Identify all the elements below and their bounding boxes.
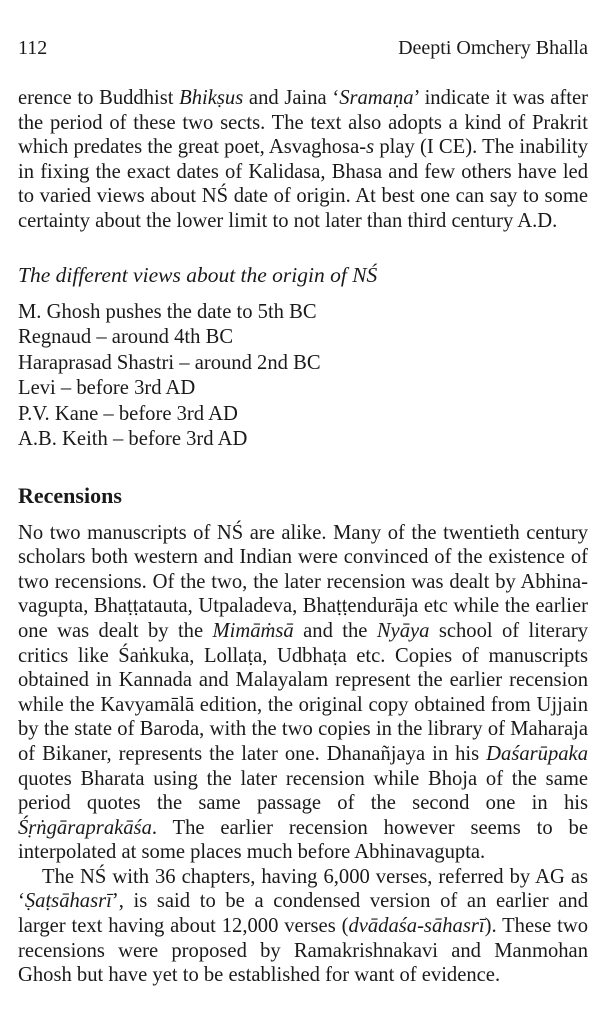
list-item: Levi – before 3rd AD (18, 377, 196, 400)
italic-term: Bhikṣus (179, 87, 244, 109)
italic-term: Daśarūpaka (486, 742, 588, 765)
text-run: ’ indicate it was after the period of these two sects. The text also adopts a kind of Prakrit which predates the great poet, Asvaghosa- (18, 87, 589, 159)
text-run: school of literary critics like Śaṅkuka, Lollaṭa, Udbhaṭa etc. Copies of manuscripts obtained in Kannada and Malayalam represent the earlier recension while the Kavyamālā edition, the original copy obtained from Ujjain by the state of Baroda, with the two copies in the library of Maharaja of Bikaner, represents the later one. Dhanañjaya in his (18, 619, 588, 765)
views-list (18, 300, 588, 453)
list-item: M. Ghosh pushes the date to 5th BC (18, 300, 317, 323)
intro-paragraph (18, 86, 588, 234)
list-item: Haraprasad Shastri – around 2nd BC (18, 351, 321, 374)
italic-term: Nyāya (376, 619, 430, 642)
text-run: play (I CE). The inability in fixing the exact dates of Kalidasa, Bhasa and few others have led to varied views about NŚ date of origin. At best one can say to some certainty about the lower limit to not later than third century A.D. (18, 136, 588, 232)
italic-term: dvādaśa-sāhasrī (348, 915, 485, 938)
page-number: 112 (18, 37, 48, 59)
list-item: P.V. Kane – before 3rd AD (18, 402, 238, 425)
text-run: and the (293, 619, 377, 642)
text-run: erence to Buddhist (18, 87, 180, 109)
italic-term: s (366, 136, 375, 159)
text-run: and Jaina ‘ (243, 87, 340, 109)
text-run: ). These two recensions were proposed by Ramakrishnakavi and Manmohan Ghosh but have yet to be established for want of evidence. (18, 915, 589, 987)
italic-term: Ṣaṭsāhasrī (24, 890, 112, 913)
italic-term: Śṛṅgāraprakāśa (18, 816, 152, 839)
views-subheading: The different views about the origin of NŚ (18, 262, 378, 287)
recensions-paragraph-1 (18, 521, 588, 865)
italic-term: Sramaṇa (339, 87, 414, 109)
text-run: ’, is said to be a condensed version of an earlier and larger text having about 12,000 verses ( (18, 890, 588, 938)
text-run: . The earlier recension however seems to be interpolated at some places much before Abhinavagupta. (18, 816, 588, 864)
text-run: quotes Bharata using the later recension while Bhoja of the same period quotes the same passage of the second one in his (18, 767, 588, 815)
italic-term: Mimāṁsā (212, 619, 294, 642)
running-head: Deepti Omchery Bhalla (398, 37, 588, 59)
list-item: Regnaud – around 4th BC (18, 326, 234, 349)
text-run: No two manuscripts of NŚ are alike. Many of the twentieth century scholars both western and Indian were convinced of the existence of two recensions. Of the two, the later recension was dealt by Abhina-vagupta, Bhaṭṭatauta, Utpaladeva, Bhaṭṭendurāja etc while the earlier one was dealt by the (18, 521, 588, 642)
recensions-paragraph-2 (18, 865, 588, 988)
recensions-heading: Recensions (18, 482, 122, 508)
list-item: A.B. Keith – before 3rd AD (18, 428, 248, 451)
text-run: The NŚ with 36 chapters, having 6,000 verses, referred by AG as ‘ (18, 865, 588, 913)
page-body (18, 86, 588, 988)
